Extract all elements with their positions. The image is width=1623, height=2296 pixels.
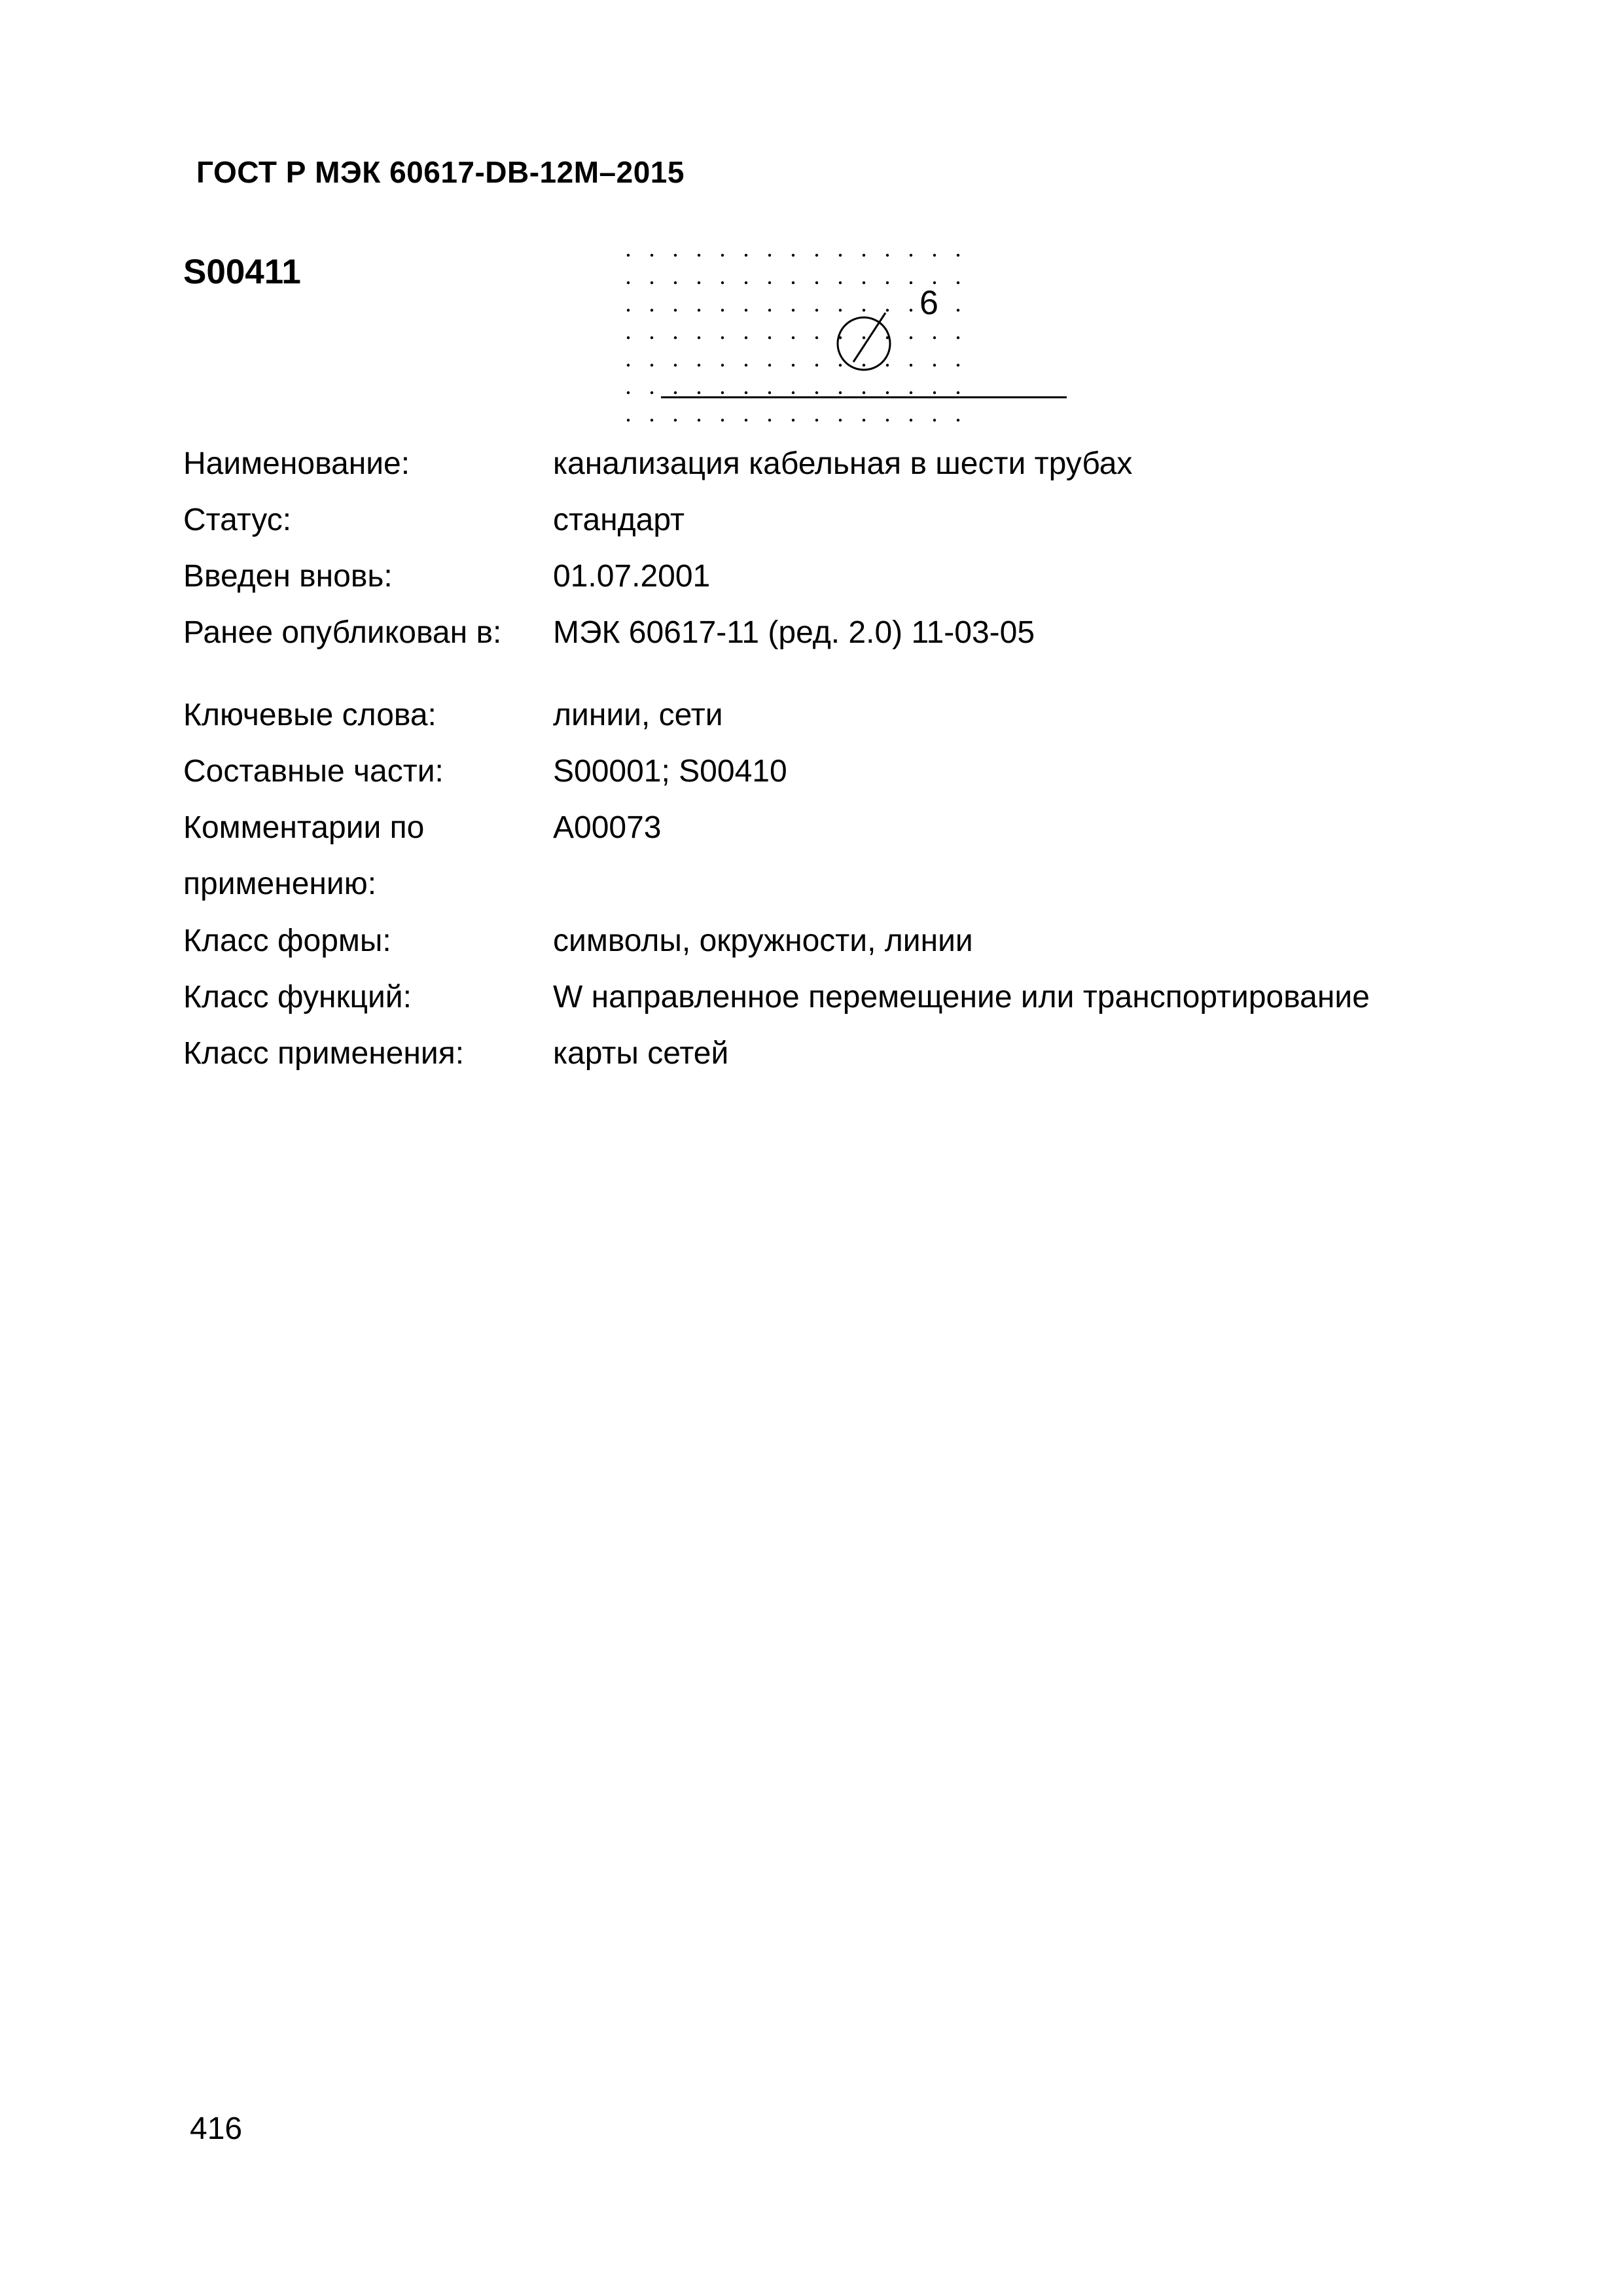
attr-value: линии, сети [553, 698, 723, 732]
grid-dot [886, 254, 889, 257]
grid-dot [933, 254, 936, 257]
grid-dot [627, 254, 630, 257]
attr-value: W направленное перемещение или транспортирование [553, 980, 1370, 1014]
grid-dot [792, 254, 794, 257]
grid-dot [957, 254, 959, 257]
grid-dot [674, 364, 677, 367]
grid-dot [792, 336, 794, 339]
grid-dot [933, 419, 936, 422]
grid-dot [627, 391, 630, 394]
grid-dot [886, 309, 889, 312]
grid-dot [957, 419, 959, 422]
grid-dot [910, 364, 912, 367]
grid-dot [863, 364, 865, 367]
attr-label: Статус: [183, 503, 292, 537]
grid-dot [815, 281, 818, 284]
grid-dot [839, 309, 842, 312]
grid-dot [721, 336, 724, 339]
grid-dot [839, 281, 842, 284]
attr-value: стандарт [553, 503, 685, 537]
grid-dot [768, 281, 771, 284]
grid-dot [768, 309, 771, 312]
grid-dot [768, 364, 771, 367]
grid-dot [698, 281, 700, 284]
grid-dot [768, 336, 771, 339]
grid-dot [721, 254, 724, 257]
grid-dot [651, 336, 653, 339]
grid-dot [886, 419, 889, 422]
attr-value: символы, окружности, линии [553, 924, 973, 958]
grid-dot [957, 364, 959, 367]
grid-dot [768, 391, 771, 394]
grid-dot [910, 336, 912, 339]
grid-dot [910, 419, 912, 422]
attr-label: Ключевые слова: [183, 698, 437, 732]
grid-dot [792, 309, 794, 312]
grid-dot [721, 391, 724, 394]
grid-dot [957, 391, 959, 394]
grid-dot [627, 281, 630, 284]
diagonal-stroke [853, 313, 885, 362]
grid-dot [886, 281, 889, 284]
grid-dot [815, 309, 818, 312]
grid-dot [815, 364, 818, 367]
attr-value: МЭК 60617-11 (ред. 2.0) 11-03-05 [553, 615, 1035, 650]
attr-label: Ранее опубликован в: [183, 615, 502, 650]
grid-dot [792, 364, 794, 367]
grid-dot [627, 309, 630, 312]
grid-dot [792, 281, 794, 284]
attr-label: Класс функций: [183, 980, 412, 1014]
attr-label: Класс применения: [183, 1036, 465, 1071]
grid-dot [674, 391, 677, 394]
grid-dot [792, 391, 794, 394]
grid-dot [698, 364, 700, 367]
grid-dot [815, 391, 818, 394]
attr-label: Составные части: [183, 754, 444, 789]
page-number: 416 [190, 2111, 243, 2146]
attr-label: Наименование: [183, 446, 410, 481]
grid-dot [815, 254, 818, 257]
grid-dot [933, 391, 936, 394]
grid-dot [745, 309, 747, 312]
grid-dot [957, 281, 959, 284]
grid-dot [792, 419, 794, 422]
grid-dot [674, 419, 677, 422]
grid-dot [651, 254, 653, 257]
grid-dot [698, 336, 700, 339]
grid-dot [721, 281, 724, 284]
attr-value: S00001; S00410 [553, 754, 787, 789]
grid-dot [839, 364, 842, 367]
symbol-code: S00411 [183, 253, 301, 291]
grid-dot [745, 364, 747, 367]
grid-dot [957, 336, 959, 339]
grid-dot [721, 419, 724, 422]
attr-value: A00073 [553, 810, 662, 845]
grid-dot [651, 419, 653, 422]
attr-value: 01.07.2001 [553, 559, 711, 594]
grid-dot [910, 254, 912, 257]
attr-label: Класс формы: [183, 924, 391, 958]
grid-dot [768, 254, 771, 257]
grid-dot [863, 309, 865, 312]
grid-dot [651, 281, 653, 284]
circle-symbol [838, 317, 890, 370]
grid-dot [839, 419, 842, 422]
grid-dot [721, 364, 724, 367]
grid-dot [745, 419, 747, 422]
grid-dot [651, 309, 653, 312]
grid-dot [698, 254, 700, 257]
attr-value: карты сетей [553, 1036, 729, 1071]
grid-dot [910, 281, 912, 284]
grid-dot [863, 336, 865, 339]
grid-dot [745, 281, 747, 284]
grid-dot [910, 309, 912, 312]
grid-dot [674, 336, 677, 339]
grid-dot [627, 364, 630, 367]
grid-dot [674, 254, 677, 257]
attr-label: Комментарии по применению: [183, 810, 425, 901]
grid-dot [721, 309, 724, 312]
document-header: ГОСТ Р МЭК 60617-DB-12М–2015 [196, 155, 685, 189]
grid-dot [863, 391, 865, 394]
grid-dot [698, 391, 700, 394]
symbol-drawing [615, 242, 1113, 432]
grid-dot [674, 309, 677, 312]
grid-dot [815, 419, 818, 422]
grid-dot [745, 254, 747, 257]
grid-dot [910, 391, 912, 394]
grid-dot [768, 419, 771, 422]
grid-dot [933, 364, 936, 367]
grid-dot [745, 336, 747, 339]
grid-dot [651, 364, 653, 367]
symbol-drawing-svg [615, 242, 1113, 432]
grid-dot [863, 254, 865, 257]
grid-dot [745, 391, 747, 394]
grid-dot [698, 309, 700, 312]
grid-dot [933, 336, 936, 339]
grid-dot [674, 281, 677, 284]
attr-value: канализация кабельная в шести трубах [553, 446, 1133, 481]
grid-dot [698, 419, 700, 422]
grid-dot [886, 391, 889, 394]
grid-dot [863, 281, 865, 284]
grid-dot [627, 419, 630, 422]
grid-dot [651, 391, 653, 394]
drawing-label: 6 [919, 284, 938, 322]
grid-dot [839, 391, 842, 394]
attr-label: Введен вновь: [183, 559, 393, 594]
grid-dot [815, 336, 818, 339]
grid-dot [627, 336, 630, 339]
grid-dot [957, 309, 959, 312]
grid-dot [839, 254, 842, 257]
grid-dot [886, 364, 889, 367]
grid-dot [863, 419, 865, 422]
